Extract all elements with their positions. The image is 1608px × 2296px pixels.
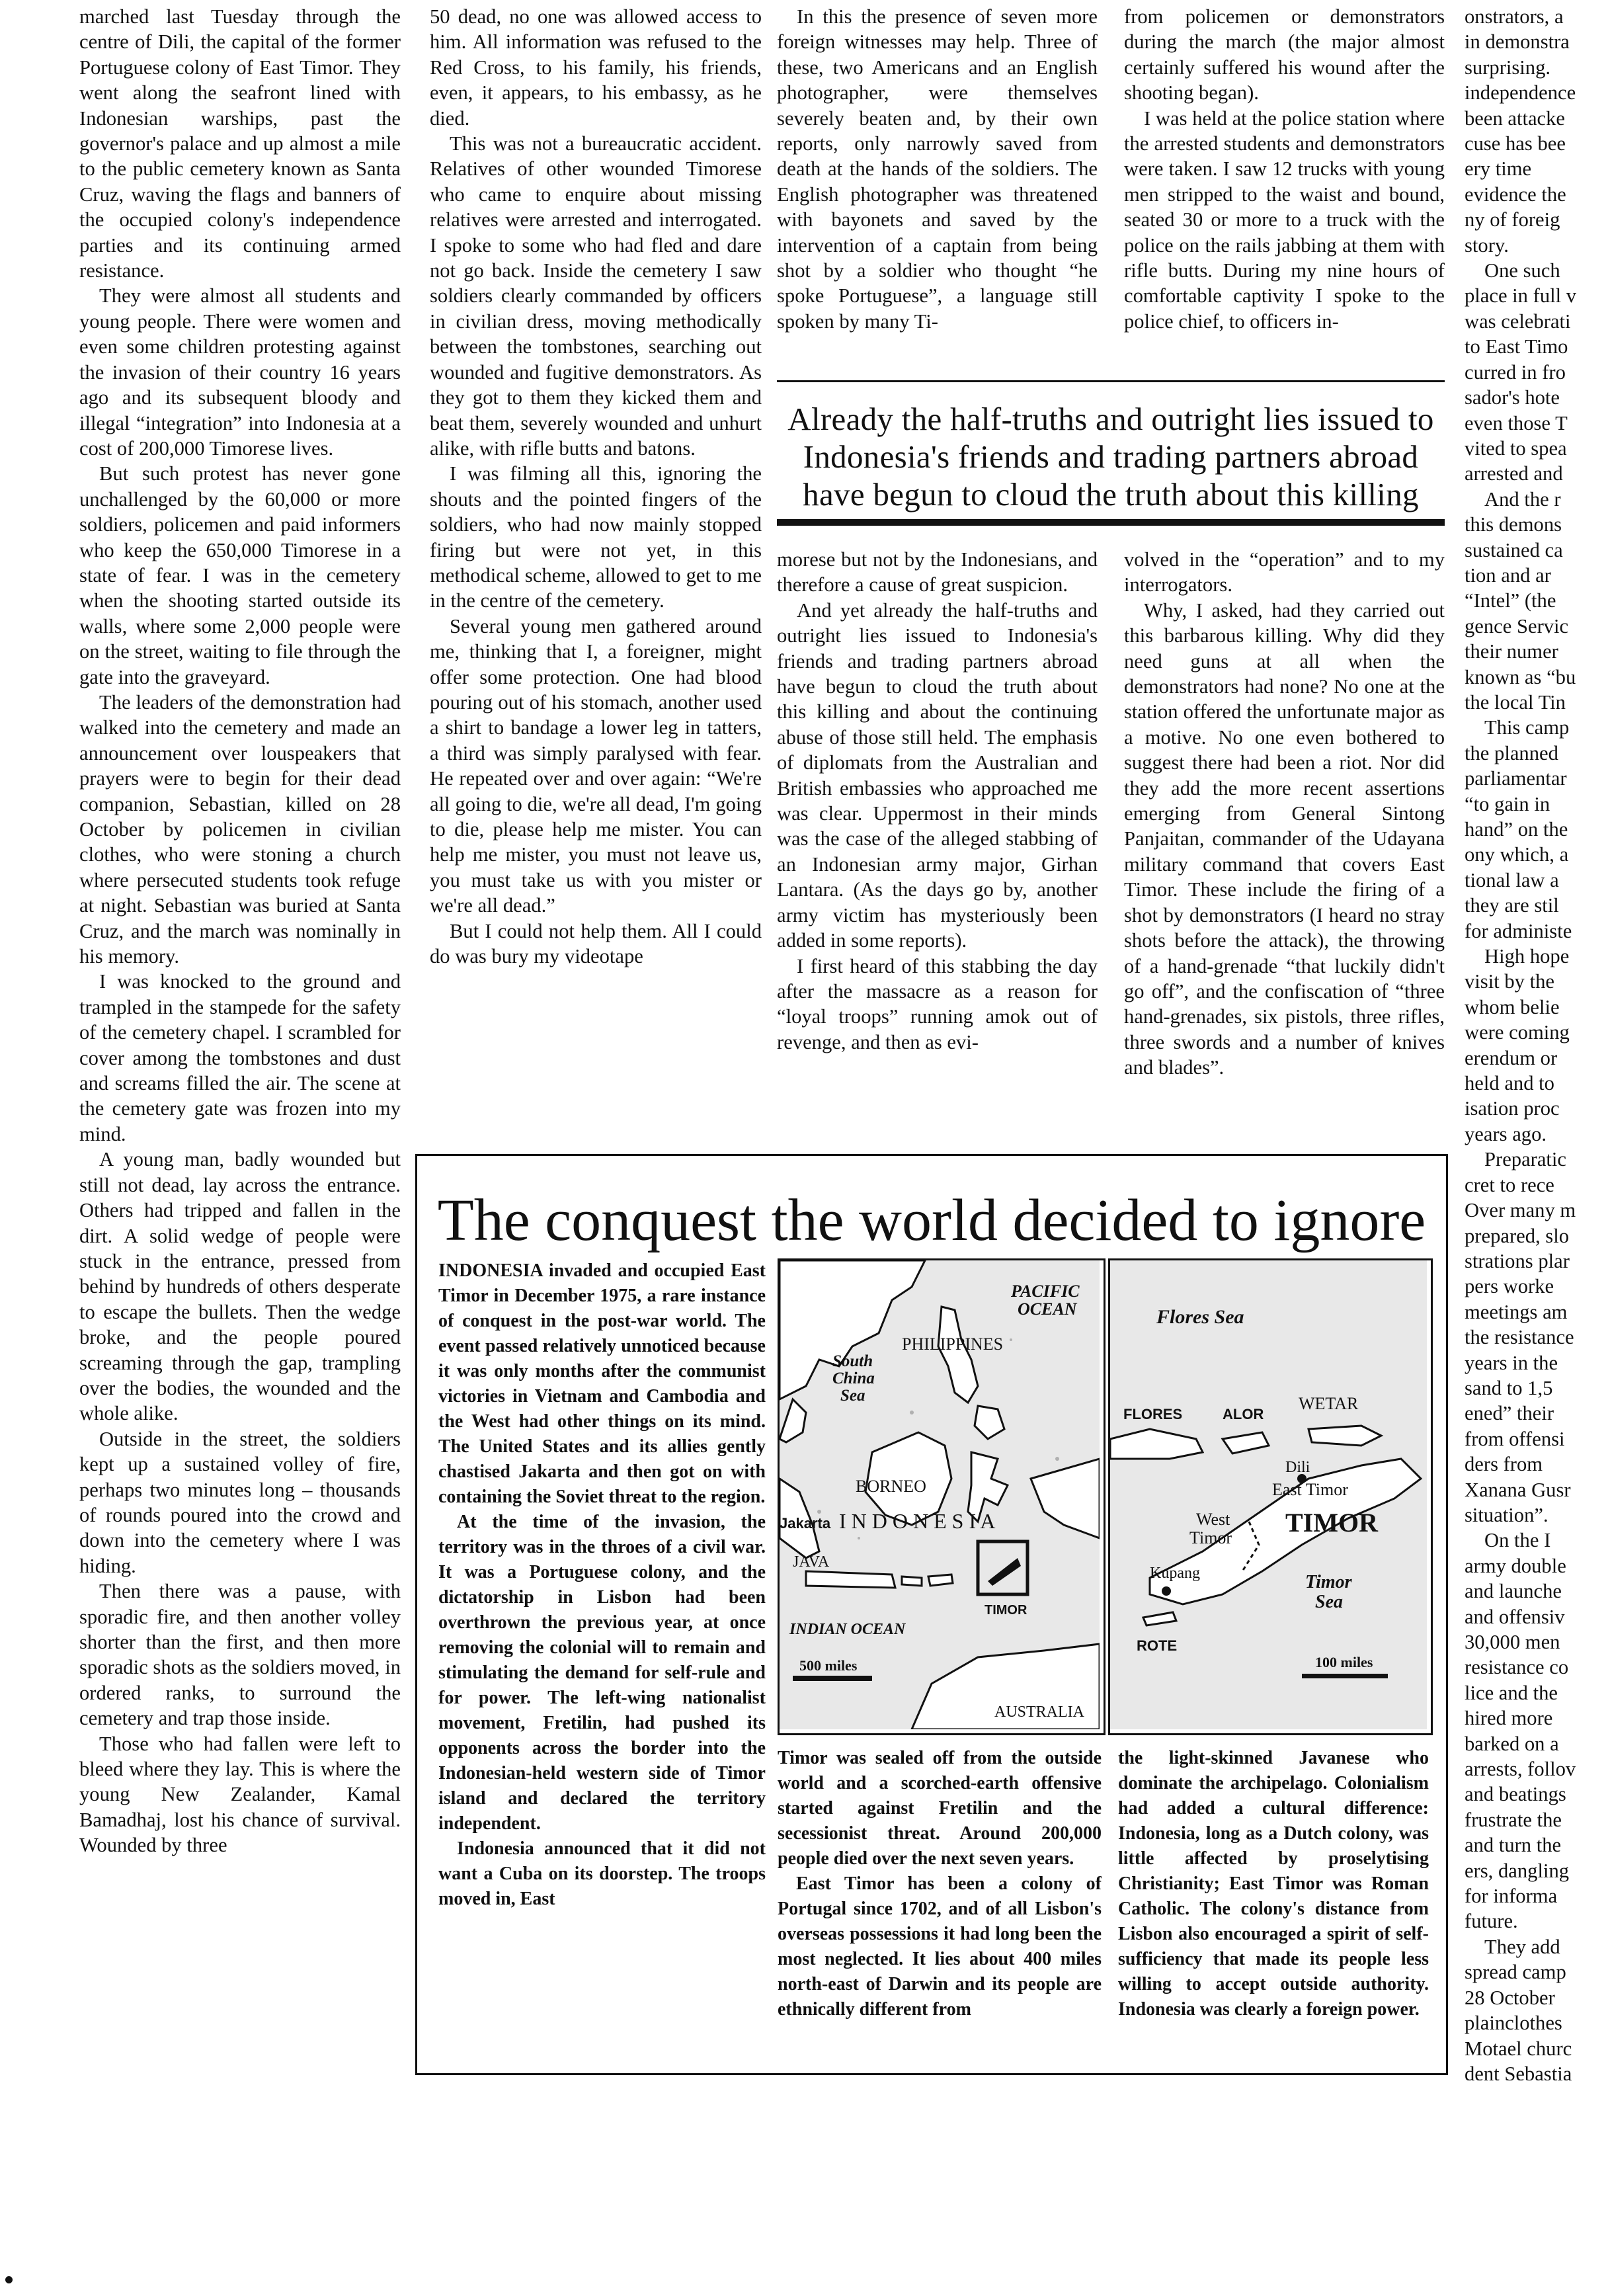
paragraph: They add	[1484, 1935, 1560, 1958]
paragraph: pers worke	[1465, 1275, 1554, 1298]
paragraph: morese but not by the Indonesians, and therefore a cause of great suspicion.	[777, 548, 1098, 596]
label-scale-2: 100 miles	[1315, 1654, 1373, 1670]
paragraph: Why, I asked, had they carried out this barbarous killing. Why did they need guns at all when the demonstrators had none? No one at the station offered the unfortunate major as a motive. No one even bothered to suggest there had been a riot. Nor did they add the more recent assertions emerging from General Sintong Panjaitan, commander of the Udayana military command that covers East Timor. These include the firing of a shot by demonstrators (I heard no stray shots before the attack), the throwing of a hand-grenade “that luckily didn't go off”, and the confiscation of “three hand-grenades, six pistols, three rifles, three swords and a number of knives and blades”.	[1124, 598, 1445, 1079]
paragraph: place in full v	[1465, 284, 1577, 308]
label-east-timor: East Timor	[1272, 1480, 1348, 1499]
paragraph: ers, dangling	[1465, 1859, 1570, 1882]
paragraph: And the r	[1484, 487, 1561, 511]
label-indonesia: I N D O N E S I A	[839, 1509, 996, 1533]
paragraph: army double	[1465, 1554, 1566, 1577]
paragraph: 30,000 men	[1465, 1631, 1560, 1653]
label-china: China	[832, 1370, 875, 1387]
sidebar-headline: The conquest the world decided to ignore	[437, 1188, 1426, 1253]
paragraph: resistance co	[1465, 1656, 1569, 1679]
paragraph: sand to 1,5	[1465, 1376, 1553, 1399]
paragraph: situation”.	[1465, 1503, 1548, 1526]
paragraph: This camp	[1484, 716, 1570, 739]
paragraph: held and to	[1465, 1072, 1554, 1095]
label-australia: AUSTRALIA	[994, 1703, 1084, 1721]
paragraph: Over many m	[1465, 1199, 1576, 1222]
sidebar-column-1	[438, 1258, 766, 2069]
paragraph: gence Servic	[1465, 614, 1569, 637]
article-column-2	[430, 4, 762, 1141]
paragraph: volved in the “operation” and to my interrogators.	[1124, 548, 1445, 596]
paragraph: plainclothes	[1465, 2012, 1562, 2035]
paragraph: independence	[1465, 81, 1576, 104]
paragraph: Outside in the street, the soldiers kept up a sustained volley of fire, perhaps two minutes long – thousands of rounds poured into the crowd and down into the cemetery where I was hiding.	[79, 1427, 401, 1577]
label-pacific: PACIFIC	[1011, 1282, 1080, 1301]
timor-map-graphic	[1110, 1260, 1427, 1729]
paragraph: they are stil	[1465, 894, 1559, 917]
paragraph: East Timor has been a colony of Portugal since 1702, and of all Lisbon's overseas possessions it had long been the most neglected. It lies about 400 miles north-east of Darwin and its people are ethnically different from	[778, 1873, 1102, 2020]
paragraph: and turn the	[1465, 1834, 1562, 1857]
paragraph: to East Timo	[1465, 335, 1568, 358]
paragraph: for administe	[1465, 919, 1572, 942]
paragraph: and launche	[1465, 1580, 1562, 1603]
paragraph: known as “bu	[1465, 665, 1576, 688]
paragraph: I was knocked to the ground and trampled in the stampede for the safety of the cemetery chapel. I scrambled for cover among the tombstones and dust and screams filled the air. The scene at the cemetery gate was frozen into my mind.	[79, 970, 401, 1145]
label-west-timor: Timor	[1189, 1528, 1232, 1547]
paragraph: I was held at the police station where the arrested students and demonstrators were taken. I saw 12 trucks with young men stripped to the waist and bound, seated 30 or more to a truck with the police on the rails jabbing at them with rifle butts. During my nine hours of comfortable captivity I spoke to the police chief, to officers in-	[1124, 106, 1445, 333]
paragraph: tional law a	[1465, 868, 1559, 891]
print-speck	[5, 2276, 13, 2283]
region-map-graphic	[780, 1260, 1100, 1729]
label-timor: TIMOR	[985, 1603, 1027, 1618]
sidebar-column-3	[1118, 1746, 1429, 2070]
article-column-5-cropped	[1465, 4, 1608, 2080]
label-indian-ocean: INDIAN OCEAN	[789, 1621, 906, 1638]
paragraph: Preparatic	[1484, 1148, 1567, 1171]
paragraph: strations plar	[1465, 1249, 1570, 1272]
paragraph: High hope	[1484, 945, 1570, 968]
paragraph: cret to rece	[1465, 1173, 1554, 1196]
paragraph: But such protest has never gone unchallenged by the 60,000 or more soldiers, policemen and paid informers who keep the 650,000 Timorese in a state of fear. I was in the cemetery when the shooting started outside its walls, where some 2,000 people were on the street, waiting to file through the gate into the graveyard.	[79, 462, 401, 688]
label-ocean: OCEAN	[1018, 1299, 1077, 1319]
label-timor-sea-1: Timor	[1305, 1572, 1352, 1592]
label-sea: Sea	[840, 1387, 865, 1405]
label-java: JAVA	[793, 1553, 830, 1571]
label-flores: FLORES	[1123, 1406, 1183, 1422]
paragraph: for informa	[1465, 1885, 1558, 1908]
paragraph: I first heard of this stabbing the day after the massacre as a reason for “loyal troops” running amok out of revenge, and then as evi-	[777, 954, 1098, 1053]
paragraph: Then there was a pause, with sporadic fire, and then another volley shorter than the first, and then more sporadic shots as the soldiers moved, in ordered ranks, to surround the cemetery and trap those inside.	[79, 1580, 401, 1730]
paragraph: meetings am	[1465, 1300, 1568, 1323]
paragraph: ny of foreig	[1465, 208, 1560, 231]
label-kupang: Kupang	[1150, 1565, 1200, 1582]
paragraph: “to gain in	[1465, 792, 1550, 815]
paragraph: and offensiv	[1465, 1605, 1565, 1628]
label-philippines: PHILIPPINES	[902, 1334, 1004, 1354]
paragraph: cuse has bee	[1465, 132, 1566, 155]
paragraph: “Intel” (the	[1465, 589, 1556, 612]
paragraph: 28 October	[1465, 1986, 1555, 2009]
paragraph: Motael churc	[1465, 2037, 1572, 2060]
paragraph: years ago.	[1465, 1122, 1547, 1145]
paragraph: ened” their	[1465, 1402, 1554, 1425]
paragraph: even those T	[1465, 411, 1568, 434]
paragraph: arrested and	[1465, 462, 1563, 485]
paragraph: curred in fro	[1465, 360, 1566, 384]
pull-quote-bottom-rule	[777, 519, 1445, 526]
paragraph: in demonstra	[1465, 30, 1570, 54]
paragraph: whom belie	[1465, 995, 1560, 1018]
paragraph: sador's hote	[1465, 386, 1560, 409]
label-jakarta: Jakarta	[780, 1515, 831, 1532]
scale-bar-2	[1302, 1674, 1388, 1678]
paragraph: The leaders of the demonstration had walked into the cemetery and made an announcement over louspeakers that prayers were to begin for their dead companion, Sebastian, killed on 28 October by policemen in civilian clothes, who were stoning a church where persecuted students took refuge at night. Sebastian was buried at Santa Cruz, and the march was nominally in his memory.	[79, 690, 401, 968]
paragraph: But I could not help them. All I could do was bury my videotape	[430, 919, 762, 968]
pull-quote-top-rule	[777, 380, 1445, 382]
paragraph: One such	[1484, 259, 1560, 282]
paragraph: In this the presence of seven more foreign witnesses may help. Three of these, two Americans and an English photographer, were themselves severely beaten and, by their own reports, only narrowly saved from death at the hands of the soldiers. The English photographer was threatened with bayonets and saved by the intervention of a captain from being shot by a soldier who thought “he spoke Portuguese”, a language still spoken by many Ti-	[777, 5, 1098, 333]
paragraph: the light-skinned Javanese who dominate the archipelago. Colonialism had added a cultural difference: Indonesia, long as a Dutch colony, was little affected by proselytising Christianity; East Timor was Roman Catholic. The colony's distance from Lisbon also encouraged a spirit of self-sufficiency that made its people less willing to accept outside authority. Indonesia was clearly a foreign power.	[1118, 1748, 1429, 2020]
label-dili: Dili	[1285, 1459, 1310, 1476]
article-column-4-bottom	[1124, 547, 1445, 1142]
pull-quote-text: Already the half-truths and outright lies issued to Indonesia's friends and trading partners abroad have begun to cloud the truth about this killing	[787, 401, 1434, 512]
paragraph: story.	[1465, 233, 1509, 257]
label-timor-large: TIMOR	[1285, 1508, 1378, 1538]
paragraph: dent Sebastia	[1465, 2062, 1572, 2080]
paragraph: INDONESIA invaded and occupied East Timor in December 1975, a rare instance of conquest in the post-war world. The event passed relatively unnoticed because it was only months after the communist victories in Vietnam and Cambodia and the West had other things on its mind. The United States and its allies gently chastised Jakarta and then got on with containing the Soviet threat to the region.	[438, 1260, 766, 1507]
article-column-3-bottom	[777, 547, 1098, 1142]
paragraph: parliamentar	[1465, 767, 1567, 790]
paragraph: ders from	[1465, 1453, 1543, 1476]
paragraph: barked on a	[1465, 1732, 1559, 1755]
paragraph: onstrators, a	[1465, 5, 1564, 28]
paragraph: On the I	[1484, 1529, 1551, 1552]
paragraph: Indonesia announced that it did not want a Cuba on its doorstep. The troops moved in, East	[438, 1838, 766, 1909]
paragraph: This was not a bureaucratic accident. Relatives of other wounded Timorese who came to enquire about missing relatives were arrested and interrogated. I spoke to some who had fled and dare not go back. Inside the cemetery I saw soldiers clearly commanded by officers in civilian dress, moving methodically between the tombstones, searching out wounded and fugitive demonstrators. As they got to them they kicked them and beat them, severely wounded and unhurt alike, with rifle butts and batons.	[430, 132, 762, 460]
paragraph: the planned	[1465, 741, 1558, 764]
article-column-4-top	[1124, 4, 1445, 374]
paragraph: They were almost all students and young people. There were women and even some children protesting against the invasion of their country 16 years ago and its subsequent bloody and illegal “integration” into Indonesia at a cost of 200,000 Timorese lives.	[79, 284, 401, 460]
label-west: West	[1196, 1510, 1230, 1529]
paragraph: ery time	[1465, 157, 1532, 181]
paragraph: spread camp	[1465, 1961, 1566, 1984]
timor-detail-map	[1108, 1258, 1433, 1735]
paragraph: hand” on the	[1465, 818, 1568, 840]
paragraph: 50 dead, no one was allowed access to him. All information was refused to the Red Cross, to his family, his friends, even, it appears, to his embassy, as he died.	[430, 5, 762, 130]
paragraph: prepared, slo	[1465, 1224, 1570, 1247]
paragraph: and beatings	[1465, 1783, 1566, 1806]
paragraph: arrests, follov	[1465, 1758, 1576, 1781]
paragraph: I was filming all this, ignoring the shouts and the pointed fingers of the soldiers, who had now mainly stopped firing but were not yet, in this methodical scheme, allowed to get to me in the centre of the cemetery.	[430, 462, 762, 612]
paragraph: tion and ar	[1465, 563, 1551, 587]
label-scale: 500 miles	[799, 1657, 858, 1674]
pull-quote	[777, 380, 1445, 526]
paragraph: And yet already the half-truths and outright lies issued to Indonesia's friends and trading partners abroad have begun to cloud the truth about this killing and about the continuing abuse of those still held. The emphasis of diplomats from the Australian and British embassies who approached me was clear. Uppermost in their minds was the case of the alleged stabbing of an Indonesian army major, Girhan Lantara. (As the days go by, another army victim has mysteriously been added in some reports).	[777, 598, 1098, 952]
paragraph: Xanana Gusr	[1465, 1478, 1571, 1501]
label-alor: ALOR	[1223, 1406, 1264, 1422]
paragraph: Those who had fallen were left to bleed where they lay. This is where the young New Zealander, Kamal Bamadhaj, lost his chance of survival. Wounded by three	[79, 1732, 401, 1857]
paragraph: vited to spea	[1465, 436, 1567, 460]
sidebar-box	[415, 1154, 1448, 2075]
paragraph: Timor was sealed off from the outside world and a scorched-earth offensive started against Fretilin and the secessionist threat. Around 200,000 people died over the next seven years.	[778, 1748, 1102, 1869]
paragraph: lice and the	[1465, 1681, 1558, 1704]
paragraph: years in the	[1465, 1351, 1558, 1374]
paragraph: A young man, badly wounded but still not dead, lay across the entrance. Others had tripped and fallen in the dirt. A solid wedge of people were stuck in the entrance, pressed from behind by hundreds of others desperate to escape the bullets. Then the wedge broke, and the people poured screaming through the gap, trampling over the bodies, the wounded and the whole alike.	[79, 1148, 401, 1425]
paragraph: from policemen or demonstrators during the march (the major almost certainly suffered his wound after the shooting began).	[1124, 5, 1445, 104]
paragraph: evidence the	[1465, 183, 1566, 206]
label-timor-sea-2: Sea	[1315, 1592, 1343, 1612]
paragraph: erendum or	[1465, 1046, 1558, 1069]
scale-bar	[793, 1676, 872, 1681]
paragraph: isation proc	[1465, 1097, 1560, 1120]
paragraph: At the time of the invasion, the territory was in the throes of a civil war. It was a Portuguese colony, and the dictatorship in Lisbon had been overthrown the previous year, at once removing the colonial will to remain and stimulating the demand for self-rule and for power. The left-wing nationalist movement, Fretilin, had pushed its opponents across the border into the Indonesian-held western side of Timor island and declared the territory independent.	[438, 1512, 766, 1834]
paragraph: hired more	[1465, 1707, 1553, 1730]
article-column-1	[79, 4, 401, 2080]
paragraph: the local Tin	[1465, 690, 1566, 714]
paragraph: been attacke	[1465, 106, 1566, 130]
paragraph: surprising.	[1465, 56, 1551, 79]
article-column-3-top	[777, 4, 1098, 374]
paragraph: from offensi	[1465, 1427, 1565, 1450]
paragraph: Several young men gathered around me, thinking that I, a foreigner, might offer some protection. One had blood pouring out of his stomach, another used a shirt to bandage a lower leg in tatters, a third was simply paralysed with fear. He repeated over and over again: “We're all going to die, we're all dead, I'm going to die, please help me mister. You can help me mister, you must not leave us, you must take us with you mister or we're all dead.”	[430, 614, 762, 917]
label-flores-sea: Flores Sea	[1156, 1306, 1244, 1328]
label-wetar: WETAR	[1299, 1394, 1359, 1413]
paragraph: their numer	[1465, 640, 1558, 663]
paragraph: sustained ca	[1465, 538, 1563, 561]
paragraph: this demons	[1465, 513, 1562, 536]
region-map	[778, 1258, 1106, 1735]
paragraph: were coming	[1465, 1021, 1570, 1044]
paragraph: marched last Tuesday through the centre of Dili, the capital of the former Portuguese colony of East Timor. They went along the seafront lined with Indonesian warships, past the governor's palace and up almost a mile to the public cemetery known as Santa Cruz, waving the flags and banners of the occupied colony's independence parties and its continuing armed resistance.	[79, 5, 401, 282]
label-borneo: BORNEO	[856, 1477, 926, 1496]
paragraph: visit by the	[1465, 970, 1554, 993]
paragraph: ony which, a	[1465, 843, 1569, 866]
label-south: South	[832, 1352, 873, 1370]
sidebar-column-2	[778, 1746, 1102, 2070]
label-rote: ROTE	[1137, 1637, 1178, 1654]
paragraph: the resistance	[1465, 1326, 1574, 1349]
paragraph: future.	[1465, 1910, 1518, 1933]
paragraph: frustrate the	[1465, 1808, 1562, 1831]
paragraph: was celebrati	[1465, 309, 1571, 333]
